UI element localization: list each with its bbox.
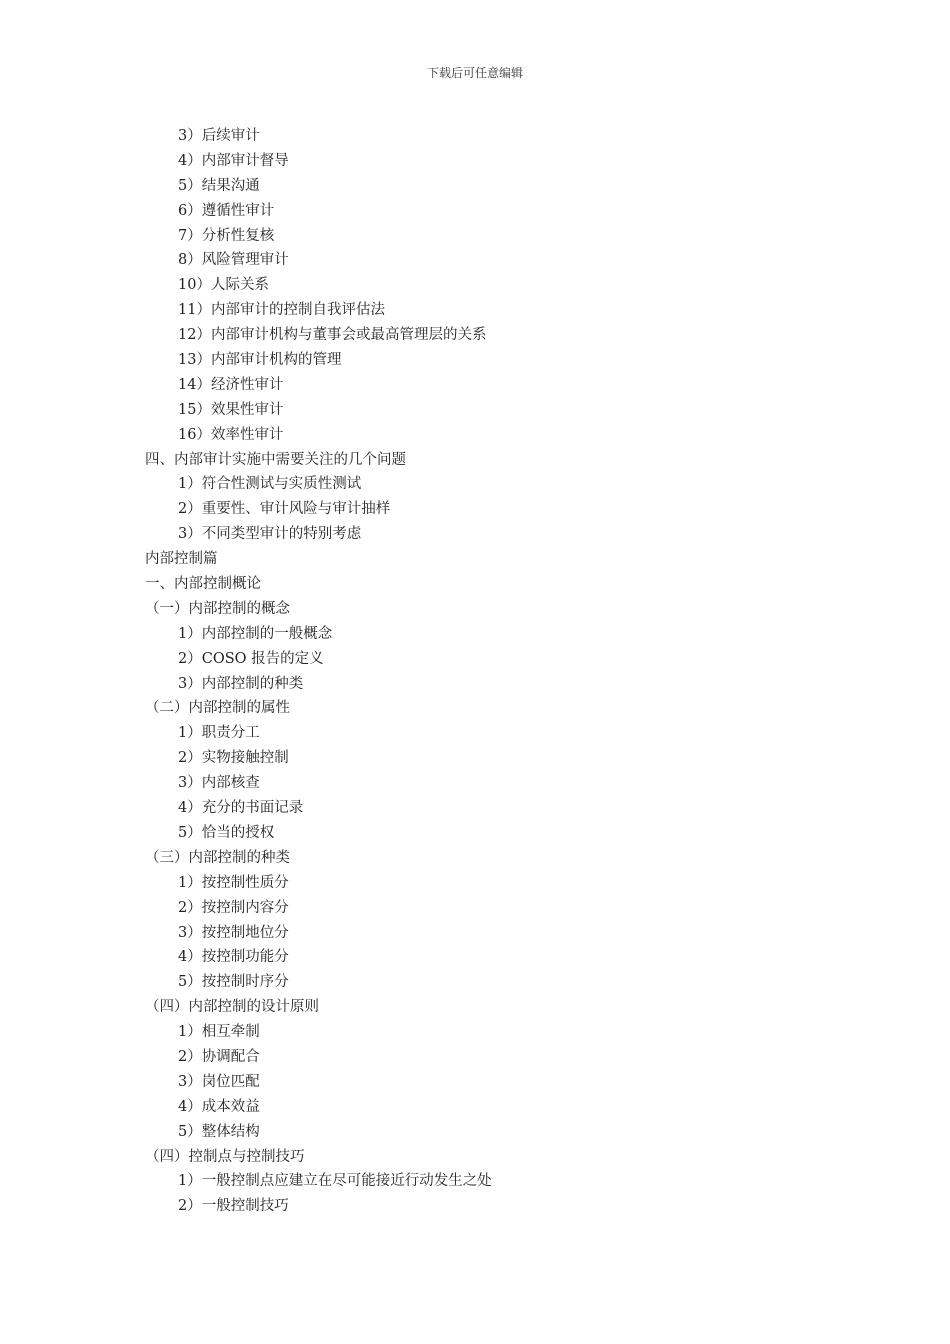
outline-item: 4）成本效益 — [178, 1098, 260, 1115]
section-heading: （三）内部控制的种类 — [145, 849, 290, 866]
outline-item: 5）整体结构 — [178, 1123, 260, 1140]
outline-item: 2）按控制内容分 — [178, 899, 289, 916]
outline-item: 14）经济性审计 — [178, 376, 284, 393]
outline-item: 3）内部核查 — [178, 775, 260, 792]
outline-item: 10）人际关系 — [178, 277, 269, 294]
outline-item: 3）内部控制的种类 — [178, 675, 304, 692]
section-heading: （四）内部控制的设计原则 — [145, 999, 319, 1016]
section-heading: （二）内部控制的属性 — [145, 700, 290, 717]
section-heading: 一、内部控制概论 — [145, 576, 261, 593]
outline-item: 2）一般控制技巧 — [178, 1198, 289, 1215]
section-heading: （一）内部控制的概念 — [145, 600, 290, 617]
section-heading: 四、内部审计实施中需要关注的几个问题 — [145, 451, 406, 468]
outline-item: 8）风险管理审计 — [178, 252, 289, 269]
outline-item: 5）恰当的授权 — [178, 824, 275, 841]
outline-item: 13）内部审计机构的管理 — [178, 352, 342, 369]
outline-item: 2）协调配合 — [178, 1048, 260, 1065]
outline-item: 1）内部控制的一般概念 — [178, 625, 333, 642]
outline-item: 2）重要性、审计风险与审计抽样 — [178, 501, 391, 518]
outline-item: 1）相互牵制 — [178, 1024, 260, 1041]
outline-item: 3）岗位匹配 — [178, 1073, 260, 1090]
outline-item: 16）效率性审计 — [178, 426, 284, 443]
page-header: 下载后可任意编辑 — [426, 66, 523, 80]
section-heading: 内部控制篇 — [145, 551, 218, 568]
outline-item: 4）内部审计督导 — [178, 152, 289, 169]
outline-item: 3）后续审计 — [178, 128, 260, 144]
section-heading: （四）控制点与控制技巧 — [145, 1148, 305, 1165]
outline-item: 4）充分的书面记录 — [178, 800, 304, 817]
outline-item: 2）实物接触控制 — [178, 750, 289, 767]
outline-item: 6）遵循性审计 — [178, 202, 275, 219]
outline-item: 1）职责分工 — [178, 725, 260, 742]
outline-item: 12）内部审计机构与董事会或最高管理层的关系 — [178, 327, 487, 344]
outline-item: 1）一般控制点应建立在尽可能接近行动发生之处 — [178, 1173, 492, 1190]
outline-item: 3）不同类型审计的特别考虑 — [178, 526, 362, 543]
outline-item: 11）内部审计的控制自我评估法 — [178, 302, 385, 319]
outline-item: 3）按控制地位分 — [178, 924, 289, 941]
outline-item: 2）COSO 报告的定义 — [178, 650, 324, 667]
outline-item: 15）效果性审计 — [178, 401, 284, 418]
outline-item: 7）分析性复核 — [178, 227, 275, 244]
outline-item: 1）符合性测试与实质性测试 — [178, 476, 362, 493]
outline-item: 5）结果沟通 — [178, 177, 260, 194]
outline-list — [145, 124, 845, 1219]
outline-item: 1）按控制性质分 — [178, 874, 289, 891]
outline-item: 4）按控制功能分 — [178, 949, 289, 966]
outline-item: 5）按控制时序分 — [178, 974, 289, 991]
